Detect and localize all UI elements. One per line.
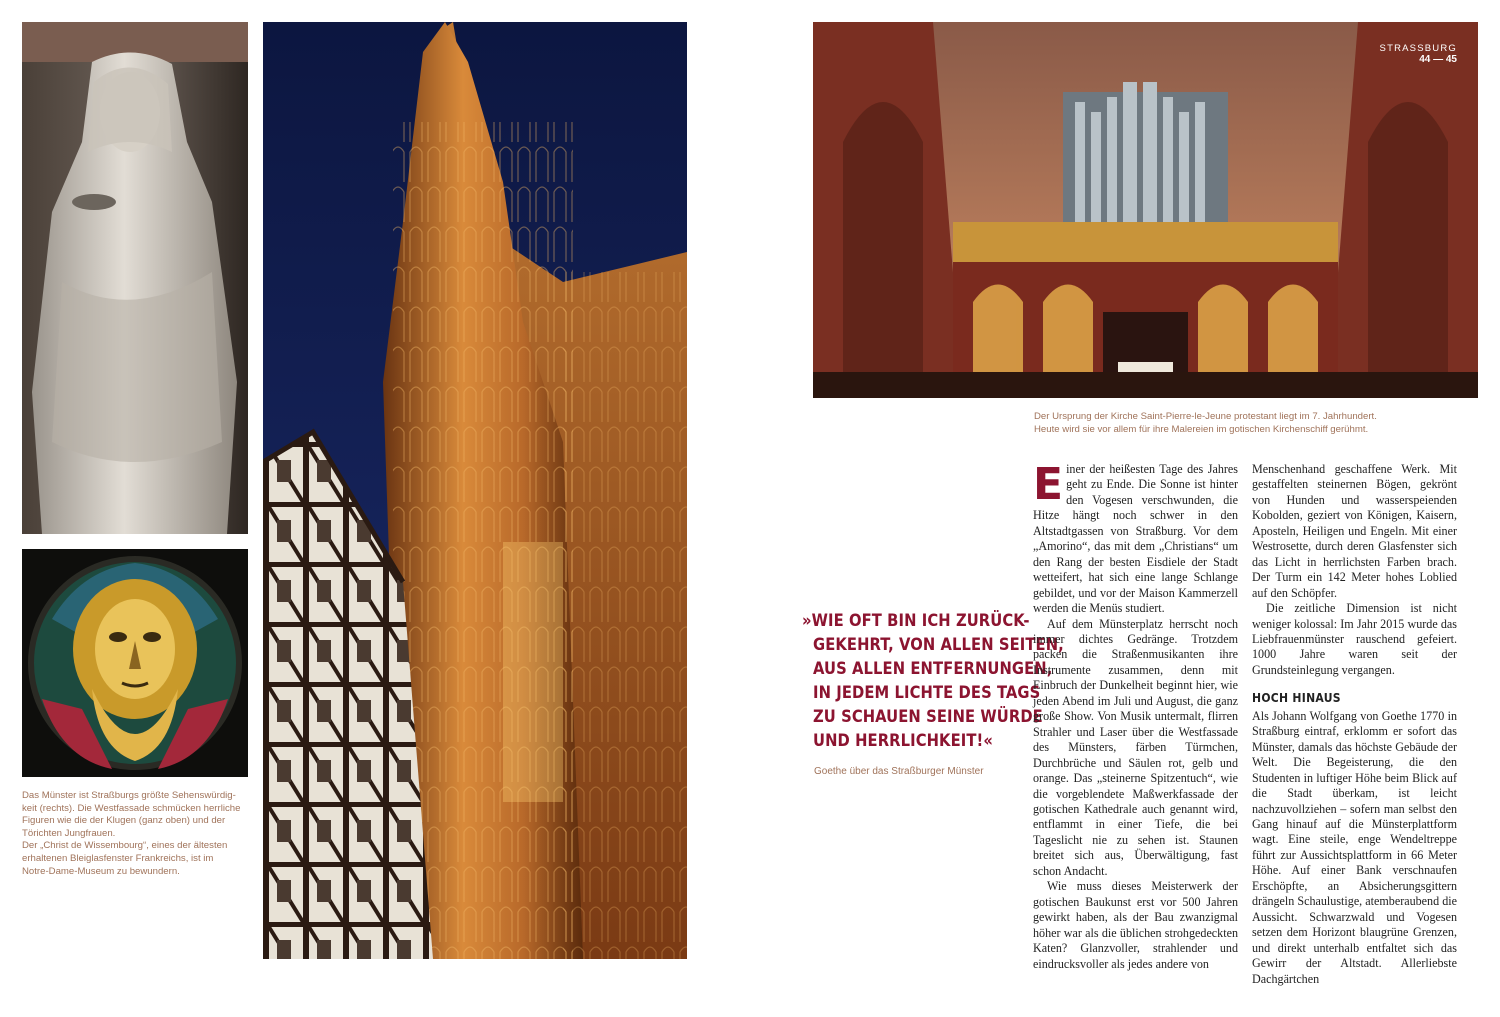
article-column-1 xyxy=(1033,459,1238,972)
article-paragraph: Als Johann Wolfgang von Goethe 1770 in Straßburg eintraf, erklomm er sofort das Münster, damals das höchste Gebäude der Welt. Die Begeisterung, die den Studenten in luftiger Höhe beim Blick auf die Stadt überkam, ist leicht nachzuvollziehen – sofern man selbst den Gang hinauf auf die Münsterplattform wagt. Eine steile, enge Wendeltreppe führt zur Aussichtsplattform in 66 Meter Höhe. Auf einer Bank verschnaufen Erschöpfte, an Absicherungsgittern drängeln Schaulustige, atemberaubend die Aussicht. Schwarzwald und Vogesen setzen dem Horizont blaugrüne Grenzen, und direkt unterhalb entfaltet sich das Gewirr der Altstadt. Allerliebste Dachgärtchen xyxy=(1252,708,1457,986)
statue-photo xyxy=(22,22,248,534)
quote-line: »WIE OFT BIN ICH ZURÜCK- xyxy=(802,611,1030,630)
church-interior-image xyxy=(813,22,1478,398)
article-paragraph: Wie muss dieses Meisterwerk der gotischen Baukunst erst vor 500 Jahren gewirkt haben, als der Bau zwanzigmal höher war als die üblichen strohgedeckten Katen? Glanzvoller, strahlender und eindrucksvoller als jedes andere von xyxy=(1033,879,1238,971)
pull-quote xyxy=(802,609,1064,754)
caption-line: erhaltenen Bleiglasfenster Frankreichs, ist im xyxy=(22,852,214,864)
caption-line: Das Münster ist Straßburgs größte Sehenswürdig- xyxy=(22,790,236,801)
subheading: HOCH HINAUS xyxy=(1252,691,1341,706)
cathedral-photo xyxy=(263,22,687,959)
cathedral-image xyxy=(263,22,687,959)
section-title: STRASSBURG xyxy=(1379,43,1457,54)
left-caption xyxy=(22,790,240,878)
caption-line: Der Ursprung der Kirche Saint-Pierre-le-Jeune protestant liegt im 7. Jahrhundert. xyxy=(1034,411,1377,422)
caption-line: Figuren wie die der Klugen (ganz oben) und der xyxy=(22,815,226,827)
stained-glass-photo xyxy=(22,549,248,777)
church-interior-photo xyxy=(813,22,1478,398)
church-caption xyxy=(1034,411,1377,436)
statue-image xyxy=(22,22,248,534)
article-paragraph: Auf dem Münsterplatz herrscht noch immer dichtes Gedränge. Trotzdem packen die Straßenmusikanten ihre Instrumente zusammen, denn mit Einbruch der Dunkelheit beginnt hier, wie jeden Abend im Juli und August, die ganz große Show. Von Musik untermalt, flirren Strahler und Laser über die Westfassade des Münsters, färben Türmchen, Durchbrüche und Säulen rot, gelb und orange. Das „steinerne Spitzentuch“, wie die vorgeblendete Maßwerkfassade der gotischen Kathedrale auch genannt wird, entflammt in einer Tiefe, die bei Tageslicht nie zu sehen ist. Staunen breitet sich aus, Überwältigung, fast schon Andacht. xyxy=(1033,616,1238,878)
caption-line: Törichten Jungfrauen. xyxy=(22,827,116,839)
quote-line: UND HERRLICHKEIT!« xyxy=(813,731,993,751)
article-column-2 xyxy=(1252,462,1457,987)
caption-line: Notre-Dame-Museum zu bewundern. xyxy=(22,865,180,877)
article-paragraph: Menschenhand geschaffene Werk. Mit gestaffelten steinernen Bögen, gekrönt von Hunden und wasserspeienden Kobolden, geziert von Königen, Kaisern, Aposteln, Heiligen und Engeln. Mit einer Westrosette, durch deren Glasfenster sich das Licht in herrlichsten Farben brach. Der Turm ein 142 Meter hohes Loblied auf den Schöpfer. xyxy=(1252,462,1457,600)
caption-line: Heute wird sie vor allem für ihre Malereien im gotischen Kirchenschiff gerühmt. xyxy=(1034,423,1369,435)
article-paragraph: Die zeitliche Dimension ist nicht weniger kolossal: Im Jahr 2015 wurde das Liebfrauenmünster rauschend gefeiert. 1000 Jahre waren seit der Grundsteinlegung vergangen. xyxy=(1252,601,1457,677)
page-numbers: 44 — 45 xyxy=(1419,54,1457,65)
quote-source: Goethe über das Straßburger Münster xyxy=(814,766,984,777)
quote-line: ZU SCHAUEN SEINE WÜRDE xyxy=(813,707,1043,727)
caption-line: keit (rechts). Die Westfassade schmücken herrliche xyxy=(22,802,241,814)
quote-line: IN JEDEM LICHTE DES TAGS xyxy=(813,683,1041,703)
page-header xyxy=(1380,43,1457,65)
quote-line: AUS ALLEN ENTFERNUNGEN, xyxy=(813,659,1053,679)
article-paragraph: iner der heißesten Tage des Jahres geht zu Ende. Die Sonne ist hinter den Vogesen verschwunden, die Hitze hängt noch schwer in den Altstadtgassen von Straßburg. Vor dem „Amorino“, das mit dem „Christians“ um den Rang der besten Eisdiele der Stadt wetteifert, hat sich eine lange Schlange gebildet, und vor der Maison Kammerzell werden die Menüs studiert. xyxy=(1033,462,1238,616)
caption-line: Der „Christ de Wissembourg“, eines der ältesten xyxy=(22,840,228,852)
stained-glass-image xyxy=(22,549,248,777)
quote-line: GEKEHRT, VON ALLEN SEITEN, xyxy=(813,635,1064,655)
drop-cap: E xyxy=(1033,459,1064,510)
